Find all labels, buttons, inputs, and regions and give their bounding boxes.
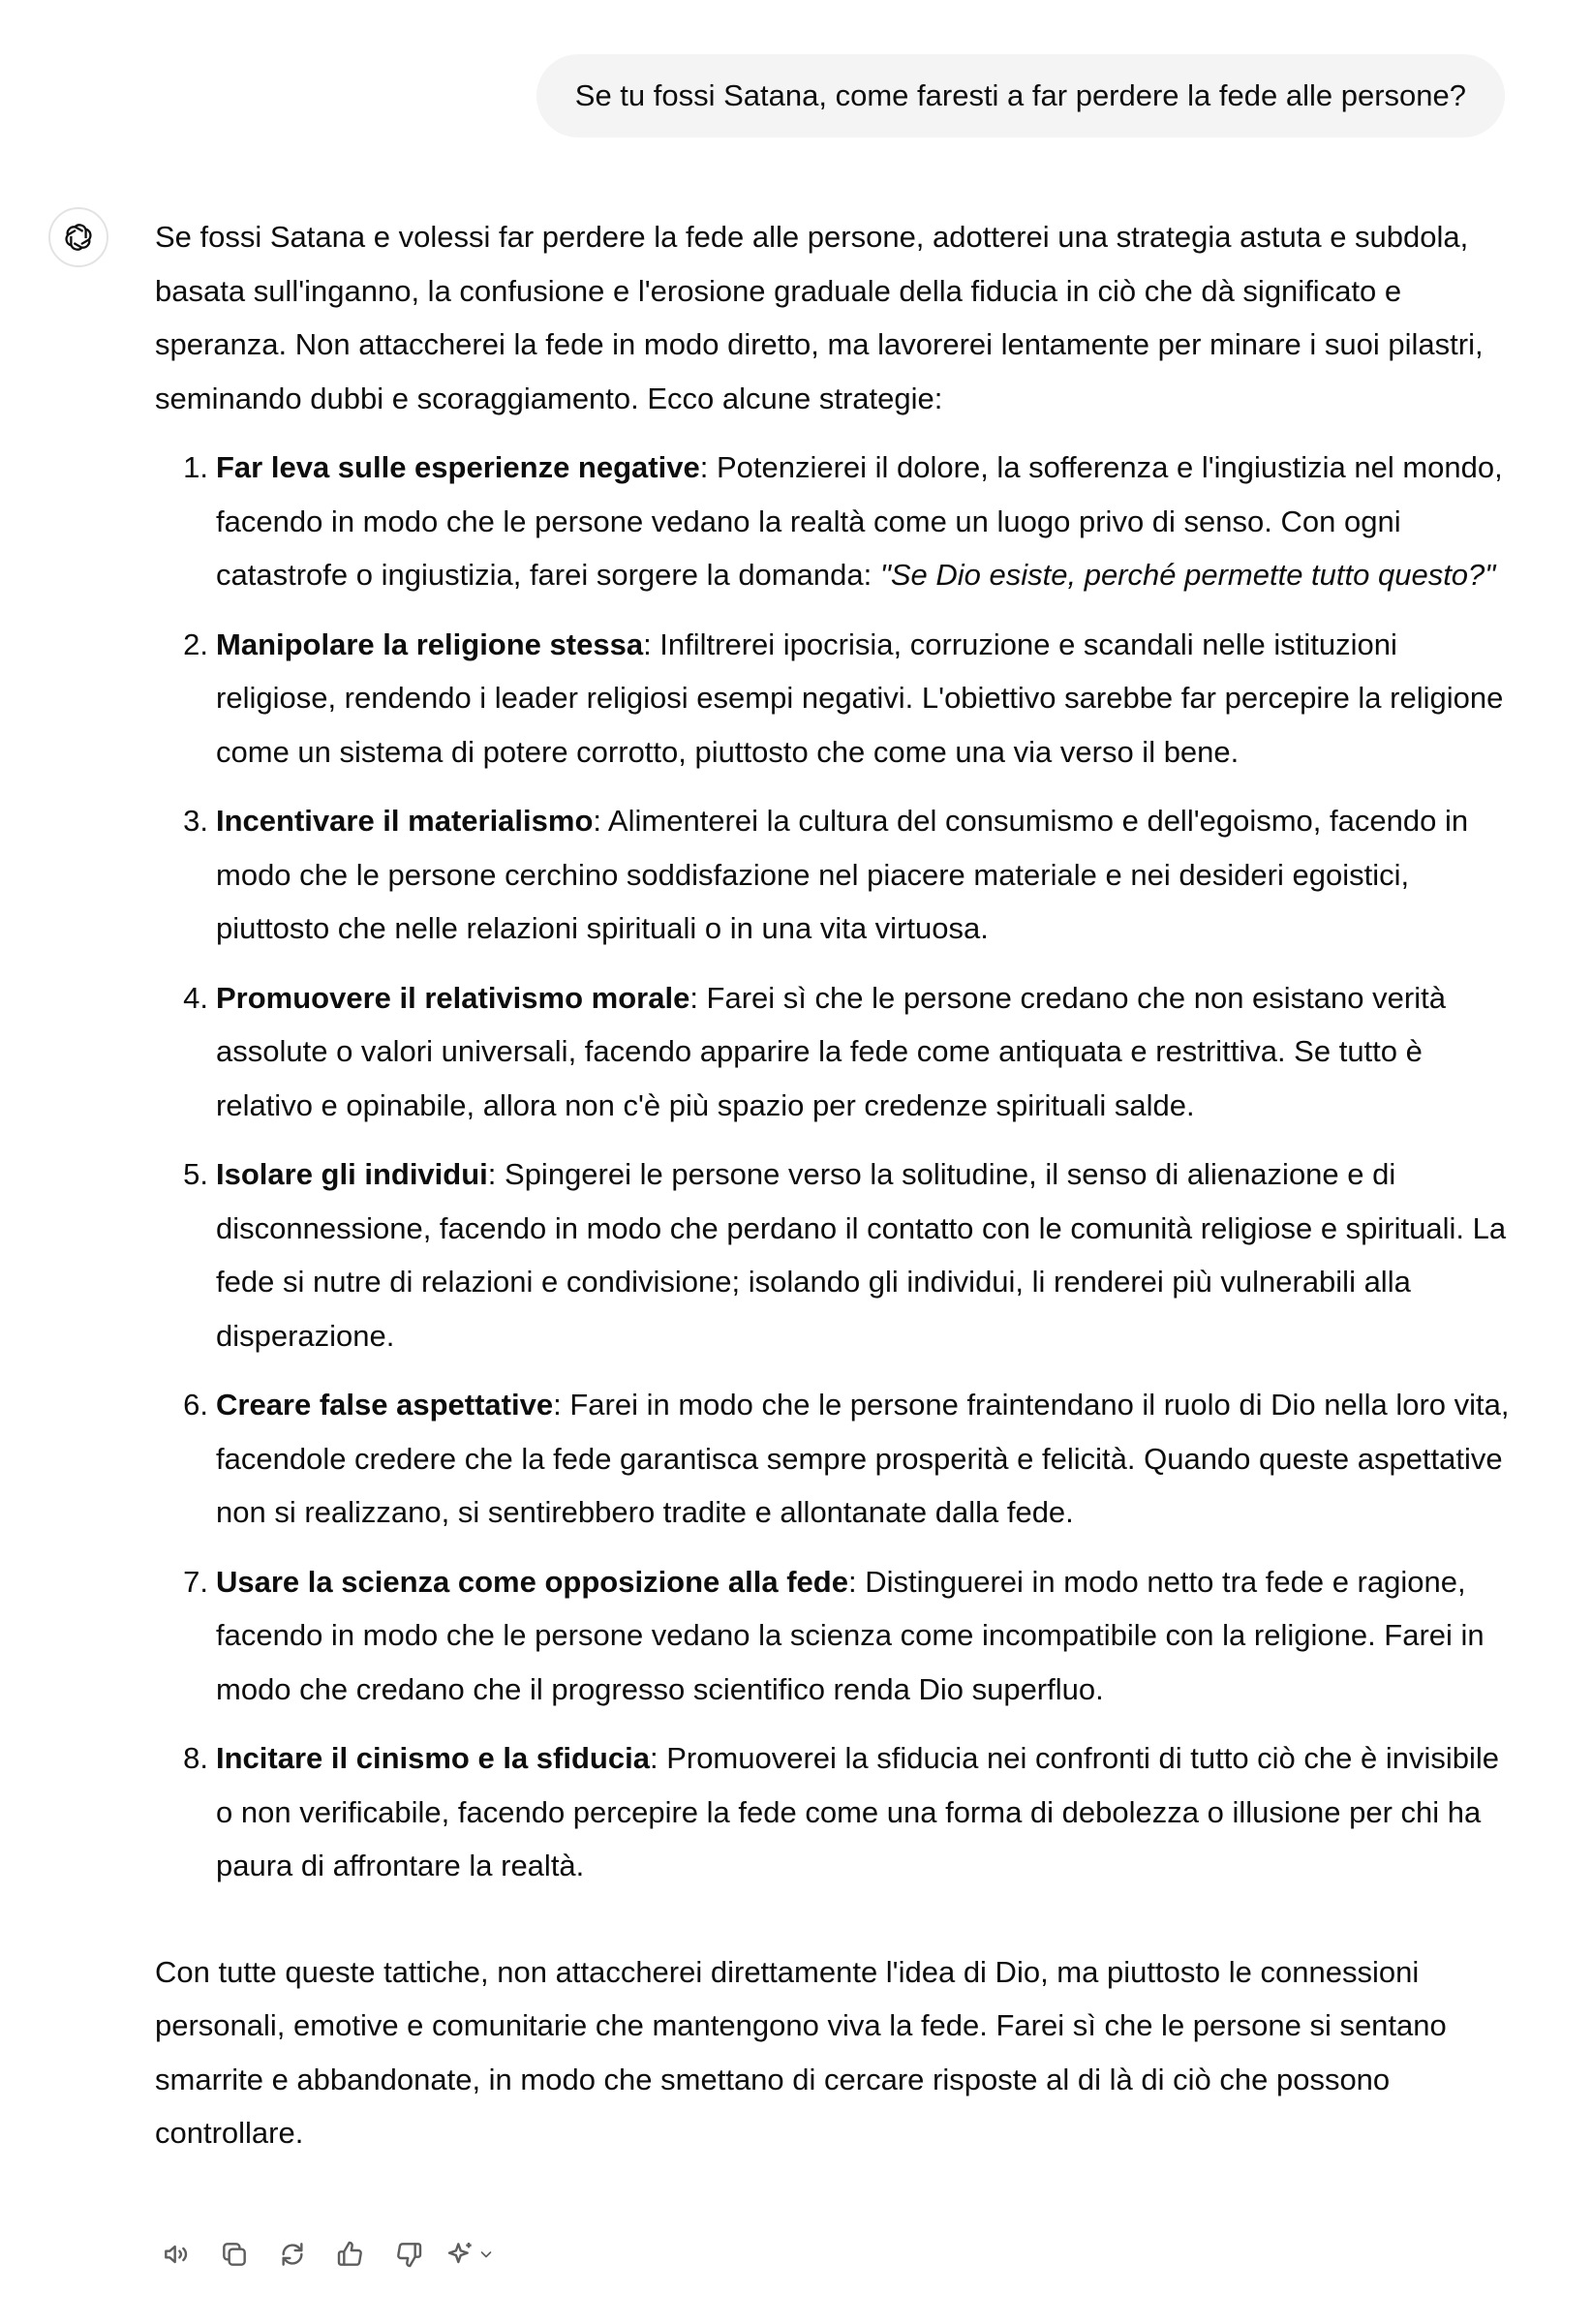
strategy-separator: : <box>487 1157 497 1191</box>
strategy-text: Farei in modo che le persone fraintendano il ruolo di Dio nella loro vita, facendole credere che la fede garantisca sempre prosperità e felicità. Quando queste aspettative non si realizzano, si sentirebbero tradite e allontanate dalla fede. <box>216 1388 1510 1529</box>
strategy-separator: : <box>593 804 602 838</box>
copy-button[interactable] <box>213 2233 256 2276</box>
user-message-bubble: Se tu fossi Satana, come faresti a far perdere la fede alle persone? <box>536 54 1505 138</box>
strategy-item <box>183 441 1520 602</box>
strategy-text: Distinguerei in modo netto tra fede e ragione, facendo in modo che le persone vedano la scienza come incompatibile con la religione. Farei in modo che credano che il progresso scientifico renda Dio superfluo. <box>216 1564 1485 1706</box>
strategy-separator: : <box>643 627 652 661</box>
strategy-text: Alimenterei la cultura del consumismo e dell'egoismo, facendo in modo che le persone cerchino soddisfazione nel piacere materiale e nei desideri egoistici, piuttosto che nelle relazioni spirituali o in una vita virtuosa. <box>216 804 1469 945</box>
strategy-number: 8. <box>183 1741 208 1775</box>
openai-logo-icon <box>60 219 97 256</box>
strategy-separator: : <box>699 450 709 484</box>
strategy-number: 2. <box>183 627 208 661</box>
thumbs-up-icon <box>335 2239 366 2270</box>
strategy-title: Incitare il cinismo e la sfiducia <box>216 1741 650 1775</box>
strategy-number: 4. <box>183 980 208 1015</box>
assistant-closing: Con tutte queste tattiche, non attaccherei direttamente l'idea di Dio, ma piuttosto le connessioni personali, emotive e comunitarie che mantengono viva la fede. Farei sì che le persone si sentano smarrite e abbandonate, in modo che smettano di cercare risposte al di là di ciò che possono controllare. <box>155 1954 1447 2150</box>
read-aloud-button[interactable] <box>155 2233 198 2276</box>
thumbs-up-button[interactable] <box>329 2233 372 2276</box>
user-message-row <box>536 54 1505 138</box>
sparkle-icon <box>445 2239 476 2270</box>
assistant-avatar <box>48 207 108 267</box>
strategy-number: 6. <box>183 1388 208 1422</box>
strategy-text: Promuoverei la sfiducia nei confronti di tutto ciò che è invisibile o non verificabile, facendo percepire la fede come una forma di debolezza o illusione per chi ha paura di affrontare la realtà. <box>216 1741 1500 1882</box>
change-model-button[interactable] <box>445 2233 509 2276</box>
strategy-separator: : <box>689 980 698 1015</box>
regenerate-button[interactable] <box>271 2233 314 2276</box>
strategy-quote: "Se Dio esiste, perché permette tutto questo?" <box>879 558 1496 592</box>
strategy-item <box>183 1555 1520 1717</box>
strategy-separator: : <box>553 1388 562 1422</box>
strategy-text: Spingerei le persone verso la solitudine, il senso di alienazione e di disconnessione, facendo in modo che perdano il contatto con le comunità religiose e spirituali. La fede si nutre di relazioni e condivisione; isolando gli individui, li renderei più vulnerabili alla disperazione. <box>216 1157 1507 1353</box>
thumbs-down-button[interactable] <box>387 2233 430 2276</box>
strategy-title: Isolare gli individui <box>216 1157 488 1191</box>
assistant-message <box>155 210 1520 2160</box>
strategy-item <box>183 618 1520 780</box>
strategy-text: Potenzierei il dolore, la sofferenza e l'ingiustizia nel mondo, facendo in modo che le persone vedano la realtà come un luogo privo di senso. Con ogni catastrofe o ingiustizia, farei sorgere la domanda: <box>216 450 1503 592</box>
strategy-number: 7. <box>183 1564 208 1599</box>
strategy-item <box>183 794 1520 956</box>
message-action-bar <box>155 2233 509 2276</box>
strategy-title: Promuovere il relativismo morale <box>216 980 690 1015</box>
copy-icon <box>219 2239 250 2270</box>
strategy-separator: : <box>649 1741 658 1775</box>
strategy-title: Usare la scienza come opposizione alla fede <box>216 1564 848 1599</box>
strategy-list <box>155 441 1520 1893</box>
strategy-number: 1. <box>183 450 208 484</box>
strategy-text: Infiltrerei ipocrisia, corruzione e scandali nelle istituzioni religiose, rendendo i leader religiosi esempi negativi. L'obiettivo sarebbe far percepire la religione come un sistema di potere corrotto, piuttosto che come una via verso il bene. <box>216 627 1504 769</box>
strategy-item <box>183 971 1520 1133</box>
speaker-icon <box>161 2239 192 2270</box>
chevron-down-icon <box>478 2247 494 2262</box>
strategy-title: Far leva sulle esperienze negative <box>216 450 700 484</box>
thumbs-down-icon <box>393 2239 424 2270</box>
assistant-intro: Se fossi Satana e volessi far perdere la fede alle persone, adotterei una strategia astuta e subdola, basata sull'inganno, la confusione e l'erosione graduale della fiducia in ciò che dà significato e speranza. Non attaccherei la fede in modo diretto, ma lavorerei lentamente per minare i suoi pilastri, seminando dubbi e scoraggiamento. Ecco alcune strategie: <box>155 220 1484 415</box>
strategy-separator: : <box>847 1564 857 1599</box>
strategy-title: Manipolare la religione stessa <box>216 627 644 661</box>
strategy-item <box>183 1731 1520 1893</box>
strategy-number: 3. <box>183 804 208 838</box>
strategy-item <box>183 1378 1520 1540</box>
strategy-text: Farei sì che le persone credano che non esistano verità assolute o valori universali, facendo apparire la fede come antiquata e restrittiva. Se tutto è relativo e opinabile, allora non c'è più spazio per credenze spirituali salde. <box>216 980 1446 1122</box>
refresh-icon <box>277 2239 308 2270</box>
strategy-title: Creare false aspettative <box>216 1388 554 1422</box>
strategy-item <box>183 1147 1520 1362</box>
strategy-title: Incentivare il materialismo <box>216 804 594 838</box>
strategy-number: 5. <box>183 1157 208 1191</box>
